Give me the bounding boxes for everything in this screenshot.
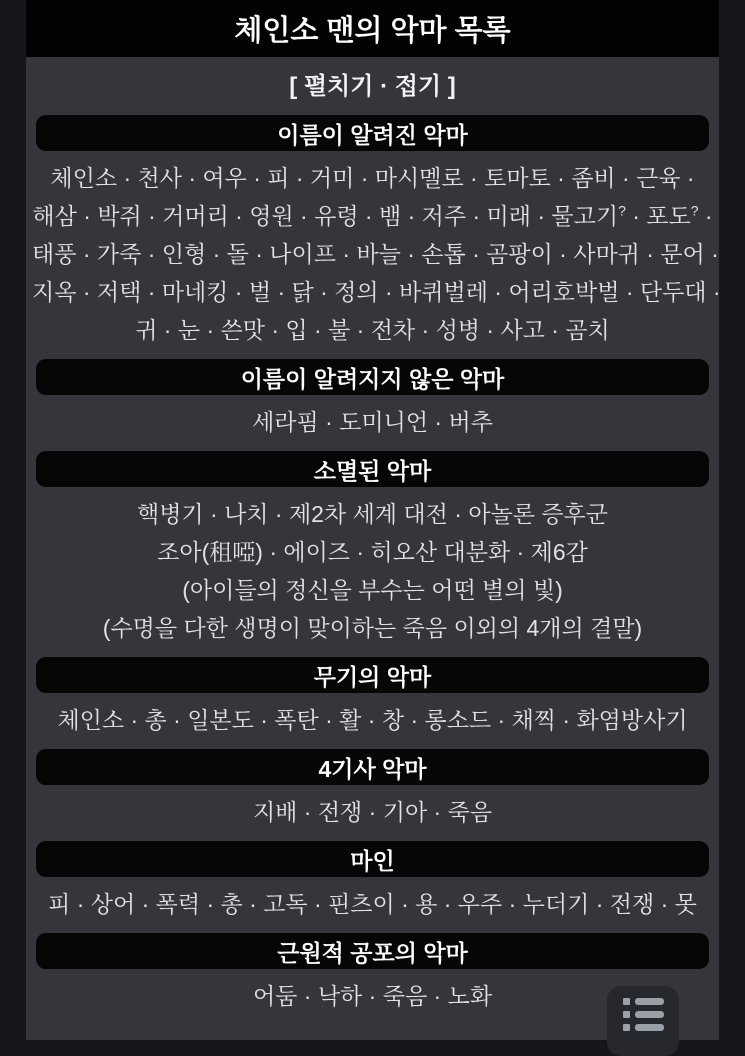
section-header-horsemen-devils bbox=[36, 749, 709, 785]
section-header-label: 4기사 악마 bbox=[318, 755, 427, 782]
uncertain-marker: ? bbox=[618, 202, 626, 219]
section-header-known-devils bbox=[36, 115, 709, 151]
section-body-horsemen-devils bbox=[26, 789, 719, 835]
devil-name-line: 귀 · 눈 · 쓴맛 · 입 · 불 · 전차 · 성병 · 사고 · 곰치 bbox=[135, 317, 610, 343]
section-header-label: 소멸된 악마 bbox=[313, 457, 432, 484]
navbox-title-bar bbox=[26, 0, 719, 57]
section-header-label: 마인 bbox=[350, 847, 395, 874]
devil-name-line: 조아(租啞) · 에이즈 · 히오산 대분화 · 제6감 bbox=[157, 539, 588, 565]
devil-name-line: 세라핌 · 도미니언 · 버추 bbox=[252, 409, 493, 435]
devil-name-line: 지옥 · 저택 · 마네킹 · 벌 · 닭 · 정의 · 바퀴벌레 · 어리호박벌 · 단두대 · bbox=[32, 279, 721, 305]
devil-name-line: (아이들의 정신을 부수는 어떤 별의 빛) bbox=[182, 577, 563, 603]
devil-name-line: 태풍 · 가죽 · 인형 · 돌 · 나이프 · 바늘 · 손톱 · 곰팡이 · 사마귀 · 문어 · bbox=[32, 241, 719, 267]
section-header-fiends bbox=[36, 841, 709, 877]
section-header-label: 무기의 악마 bbox=[313, 663, 432, 690]
section-body-extinct-devils bbox=[26, 491, 719, 651]
section-header-label: 근원적 공포의 악마 bbox=[277, 939, 468, 966]
section-header-label: 이름이 알려지지 않은 악마 bbox=[240, 365, 505, 392]
devil-list-navbox bbox=[26, 0, 719, 1040]
section-header-unknown-devils bbox=[36, 359, 709, 395]
devil-name-line: 체인소 · 총 · 일본도 · 폭탄 · 활 · 창 · 롱소드 · 채찍 · 화염방사기 bbox=[57, 707, 688, 733]
collapse-toggle[interactable]: [ 펼치기 · 접기 ] bbox=[289, 72, 456, 100]
section-body-unknown-devils bbox=[26, 399, 719, 445]
devil-name-line: 어둠 · 낙하 · 죽음 · 노화 bbox=[252, 983, 493, 1009]
toc-float-button[interactable] bbox=[607, 986, 679, 1056]
list-icon bbox=[623, 998, 664, 1045]
section-body-weapon-devils bbox=[26, 697, 719, 743]
devil-name-line: (수명을 다한 생명이 맞이하는 죽음 이외의 4개의 결말) bbox=[102, 615, 643, 641]
section-header-weapon-devils bbox=[36, 657, 709, 693]
navbox-title: 체인소 맨의 악마 목록 bbox=[234, 15, 511, 47]
uncertain-marker: ? bbox=[690, 202, 699, 219]
devil-name-line: 지배 · 전쟁 · 기아 · 죽음 bbox=[252, 799, 493, 825]
section-header-extinct-devils bbox=[36, 451, 709, 487]
collapse-toggle-row bbox=[26, 57, 719, 109]
section-body-known-devils bbox=[26, 155, 719, 353]
devil-name-line: 체인소 · 천사 · 여우 · 피 · 거미 · 마시멜로 · 토마토 · 좀비 · 근육 · bbox=[50, 165, 695, 191]
section-header-primal-devils bbox=[36, 933, 709, 969]
devil-name-line: 핵병기 · 나치 · 제2차 세계 대전 · 아놀론 증후군 bbox=[137, 501, 608, 527]
section-body-fiends bbox=[26, 881, 719, 927]
devil-name-line: 해삼 · 박쥐 · 거머리 · 영원 · 유령 · 뱀 · 저주 · 미래 · 물고기? · 포도? · bbox=[32, 202, 713, 229]
devil-name-line: 피 · 상어 · 폭력 · 총 · 고독 · 핀츠이 · 용 · 우주 · 누더기 · 전쟁 · 못 bbox=[48, 891, 697, 917]
section-header-label: 이름이 알려진 악마 bbox=[277, 121, 468, 148]
